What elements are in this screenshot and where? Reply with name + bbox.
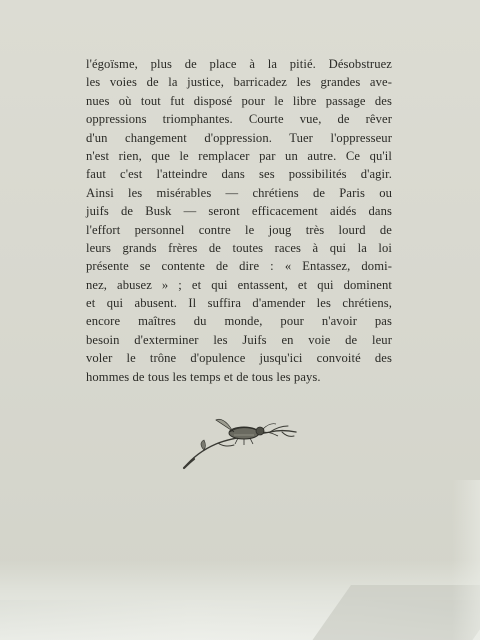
text-line: l'égoïsme, plus de place à la pitié. Désobstruez xyxy=(86,57,392,71)
body-text xyxy=(86,55,392,386)
text-line: juifs de Busk — seront efficacement aidés dans xyxy=(86,204,392,219)
text-line: encore maîtres du monde, pour n'avoir pas xyxy=(86,314,392,329)
text-line: nez, abusez » ; et qui entassent, et qui dominent xyxy=(86,277,392,292)
insect-and-twig-vignette-icon xyxy=(178,410,302,474)
text-line: hommes de tous les temps et de tous les pays. xyxy=(86,369,321,384)
text-line: présente se contente de dire : « Entassez, domi- xyxy=(86,259,392,274)
text-line: voler le trône d'opulence jusqu'ici convoité des xyxy=(86,351,392,366)
text-line: d'un changement d'oppression. Tuer l'oppresseur xyxy=(86,130,392,145)
text-line: faut c'est l'atteindre dans ses possibilités d'agir. xyxy=(86,167,392,182)
text-line: n'est rien, que le remplacer par un autre. Ce qu'il xyxy=(86,148,392,163)
text-line: oppressions triomphantes. Courte vue, de rêver xyxy=(86,112,392,127)
text-line: Ainsi les misérables — chrétiens de Paris ou xyxy=(86,185,392,200)
text-line: besoin d'exterminer les Juifs en voie de leur xyxy=(86,332,392,347)
text-line: et qui abusent. Il suffira d'amender les chrétiens, xyxy=(86,296,392,311)
text-line: leurs grands frères de toutes races à qui la loi xyxy=(86,240,392,255)
plastic-wrap-side xyxy=(452,480,480,640)
text-line: les voies de la justice, barricadez les grandes ave- xyxy=(86,75,392,90)
text-line: l'effort personnel contre le joug très lourd de xyxy=(86,222,392,237)
text-line: nues où tout fut disposé pour le libre passage des xyxy=(86,93,392,108)
